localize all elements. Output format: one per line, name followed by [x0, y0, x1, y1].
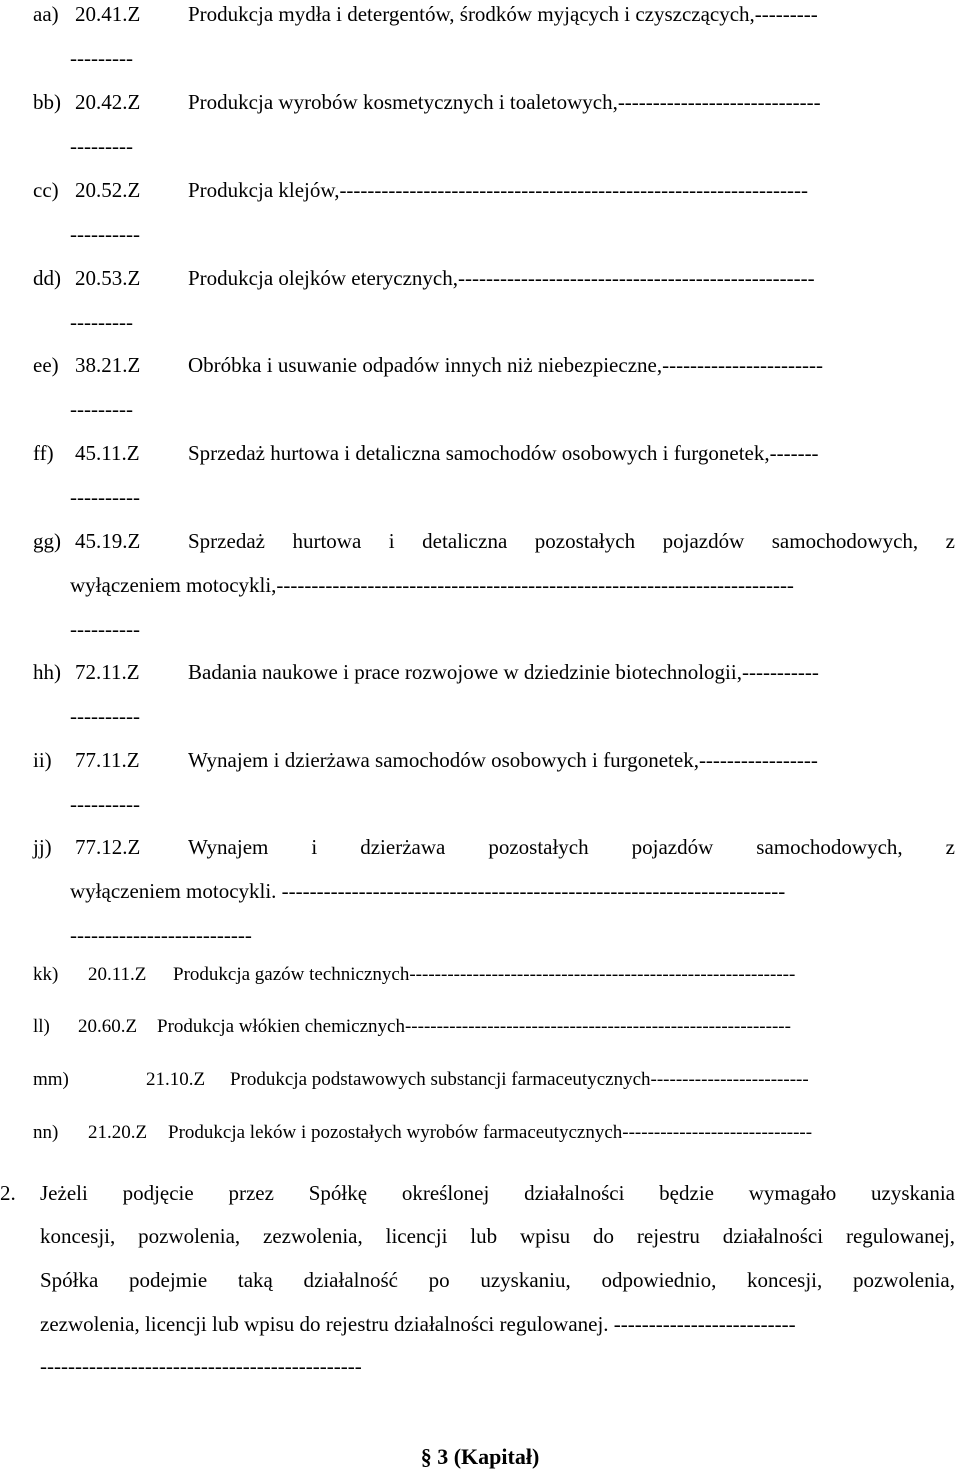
paragraph-line: Jeżeli podjęcie przez Spółkę określonej działalności będzie wymagało uzyskania: [40, 1181, 955, 1205]
item-text: Produkcja olejków eterycznych,---------------------------------------------------: [188, 266, 815, 290]
item-code: 72.11.Z: [75, 660, 140, 684]
item-text: Produkcja podstawowych substancji farmaceutycznych-------------------------: [230, 1069, 809, 1090]
item-label: gg): [33, 529, 61, 553]
item-label: mm): [33, 1069, 69, 1090]
item-text-second-line: wyłączeniem motocykli,--------------------------------------------------------------------------: [70, 573, 794, 597]
item-continuation: ----------: [70, 485, 140, 509]
item-code: 20.52.Z: [75, 178, 141, 202]
item-label: ll): [33, 1016, 50, 1037]
paragraph-line: ----------------------------------------------: [40, 1354, 362, 1378]
paragraph-line: zezwolenia, licencji lub wpisu do rejestru działalności regulowanej. --------------------------: [40, 1312, 796, 1336]
item-continuation: ----------: [70, 617, 140, 641]
item-code: 21.10.Z: [146, 1069, 206, 1090]
item-text: Produkcja gazów technicznych-------------------------------------------------------------: [173, 964, 796, 985]
paragraph-line: Spółka podejmie taką działalność po uzyskaniu, odpowiednio, koncesji, pozwolenia,: [40, 1268, 955, 1292]
item-label: ii): [33, 748, 52, 772]
item-text: Obróbka i usuwanie odpadów innych niż niebezpieczne,-----------------------: [188, 353, 823, 377]
item-text: Sprzedaż hurtowa i detaliczna pozostałych pojazdów samochodowych, z: [188, 529, 955, 553]
item-continuation: ----------: [70, 704, 140, 728]
item-code: 21.20.Z: [88, 1122, 148, 1143]
item-label: cc): [33, 178, 59, 202]
item-label: dd): [33, 266, 61, 290]
item-code: 77.11.Z: [75, 748, 140, 772]
item-text: Produkcja klejów,-------------------------------------------------------------------: [188, 178, 808, 202]
item-label: ee): [33, 353, 59, 377]
item-text: Produkcja leków i pozostałych wyrobów farmaceutycznych------------------------------: [168, 1122, 813, 1143]
item-label: bb): [33, 90, 61, 114]
item-code: 20.41.Z: [75, 2, 141, 26]
item-label: kk): [33, 964, 59, 985]
item-text: Wynajem i dzierżawa pozostałych pojazdów samochodowych, z: [188, 835, 955, 859]
item-code: 38.21.Z: [75, 353, 141, 377]
item-code: 45.19.Z: [75, 529, 141, 553]
item-label: nn): [33, 1122, 59, 1143]
item-text: Badania naukowe i prace rozwojowe w dziedzinie biotechnologii,-----------: [188, 660, 819, 684]
item-continuation: ---------: [70, 134, 133, 158]
item-text: Wynajem i dzierżawa samochodów osobowych i furgonetek,-----------------: [188, 748, 818, 772]
item-code: 20.53.Z: [75, 266, 141, 290]
item-continuation: --------------------------: [70, 923, 252, 947]
item-label: aa): [33, 2, 59, 26]
paragraph-line: koncesji, pozwolenia, zezwolenia, licencji lub wpisu do rejestru działalności regulowanej,: [40, 1224, 955, 1248]
item-label: ff): [33, 441, 54, 465]
item-code: 20.11.Z: [88, 964, 147, 985]
item-label: jj): [33, 835, 52, 859]
item-continuation: ---------: [70, 46, 133, 70]
item-code: 20.42.Z: [75, 90, 141, 114]
item-text: Produkcja mydła i detergentów, środków myjących i czyszczących,---------: [188, 2, 818, 26]
paragraph-number: 2.: [0, 1181, 16, 1205]
item-code: 20.60.Z: [78, 1016, 138, 1037]
item-continuation: ---------: [70, 310, 133, 334]
item-code: 77.12.Z: [75, 835, 141, 859]
item-code: 45.11.Z: [75, 441, 140, 465]
section-heading: § 3 (Kapitał): [420, 1444, 540, 1469]
item-text: Produkcja włókien chemicznych-------------------------------------------------------------: [157, 1016, 791, 1037]
item-text: Sprzedaż hurtowa i detaliczna samochodów osobowych i furgonetek,-------: [188, 441, 819, 465]
item-text: Produkcja wyrobów kosmetycznych i toaletowych,-----------------------------: [188, 90, 821, 114]
item-text-second-line: wyłączeniem motocykli. ------------------------------------------------------------------------: [70, 879, 786, 903]
item-label: hh): [33, 660, 61, 684]
item-continuation: ---------: [70, 397, 133, 421]
item-continuation: ----------: [70, 222, 140, 246]
item-continuation: ----------: [70, 792, 140, 816]
